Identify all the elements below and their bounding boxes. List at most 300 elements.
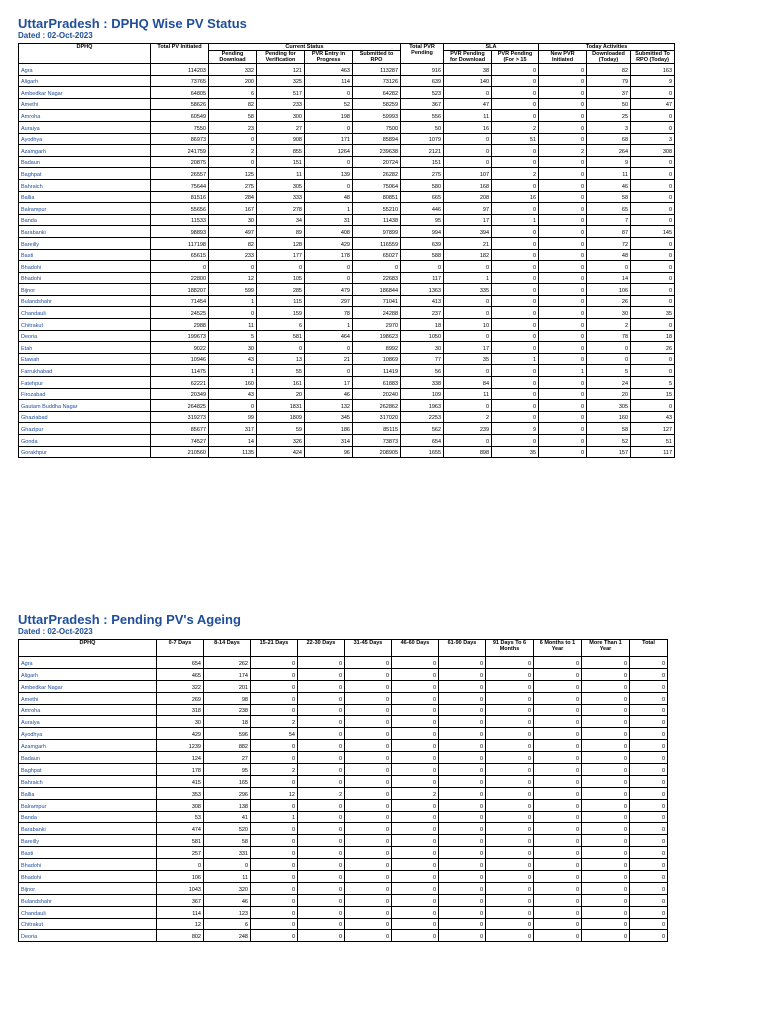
value-cell: 0 (631, 249, 675, 261)
value-cell: 85115 (353, 423, 401, 435)
value-cell: 55 (257, 365, 305, 377)
value-cell: 168 (444, 179, 492, 191)
value-cell: 0 (486, 847, 534, 859)
value-cell: 58626 (151, 98, 209, 110)
value-cell: 237 (401, 307, 444, 319)
value-cell: 0 (392, 799, 439, 811)
value-cell: 79 (587, 75, 631, 87)
value-cell: 11533 (151, 214, 209, 226)
value-cell: 0 (630, 752, 668, 764)
value-cell: 0 (539, 237, 587, 249)
value-cell: 0 (492, 87, 539, 99)
value-cell: 58 (204, 835, 251, 847)
value-cell: 114 (305, 75, 353, 87)
value-cell: 0 (298, 692, 345, 704)
value-cell: 0 (582, 752, 630, 764)
value-cell: 238 (204, 704, 251, 716)
value-cell: 52 (587, 435, 631, 447)
value-cell: 413 (401, 295, 444, 307)
value-cell: 0 (345, 823, 392, 835)
value-cell: 182 (444, 249, 492, 261)
table-row (19, 859, 668, 871)
table-row (19, 75, 675, 87)
dphq-name-cell: Agra (19, 657, 157, 669)
dphq-name-cell: Bijnor (19, 284, 151, 296)
value-cell: 353 (157, 787, 204, 799)
value-cell: 0 (539, 64, 587, 76)
value-cell: 0 (631, 191, 675, 203)
value-cell: 0 (444, 365, 492, 377)
table-row (19, 423, 675, 435)
col-group-current-status: Current Status (209, 44, 401, 51)
value-cell: 1135 (209, 446, 257, 458)
value-cell: 27 (257, 121, 305, 133)
dphq-name-cell: Etawah (19, 353, 151, 365)
value-cell: 0 (486, 680, 534, 692)
dphq-name-cell: Gonda (19, 435, 151, 447)
value-cell: 599 (209, 284, 257, 296)
dphq-name-cell: Bhadohi (19, 272, 151, 284)
value-cell: 233 (257, 98, 305, 110)
table-row (19, 716, 668, 728)
value-cell: 0 (539, 435, 587, 447)
value-cell: 0 (630, 894, 668, 906)
value-cell: 264825 (151, 400, 209, 412)
value-cell: 1050 (401, 330, 444, 342)
value-cell: 0 (492, 64, 539, 76)
value-cell: 0 (492, 307, 539, 319)
value-cell: 86973 (151, 133, 209, 145)
table-row (19, 906, 668, 918)
value-cell: 0 (298, 740, 345, 752)
value-cell: 7550 (151, 121, 209, 133)
value-cell: 10946 (151, 353, 209, 365)
value-cell: 916 (401, 64, 444, 76)
ageing-report-title: UttarPradesh : Pending PV's Ageing (18, 612, 241, 627)
value-cell: 0 (582, 764, 630, 776)
value-cell: 46 (305, 388, 353, 400)
value-cell: 0 (582, 906, 630, 918)
value-cell: 46 (204, 894, 251, 906)
value-cell: 0 (582, 835, 630, 847)
value-cell: 0 (582, 799, 630, 811)
value-cell: 85677 (151, 423, 209, 435)
value-cell: 0 (582, 716, 630, 728)
value-cell: 0 (630, 918, 668, 930)
value-cell: 0 (630, 799, 668, 811)
dphq-name-cell: Baghpat (19, 168, 151, 180)
value-cell: 0 (534, 752, 582, 764)
table-row (19, 894, 668, 906)
value-cell: 0 (439, 740, 486, 752)
value-cell: 0 (492, 377, 539, 389)
value-cell: 58 (587, 191, 631, 203)
dphq-name-cell: Bhadohi (19, 261, 151, 273)
value-cell: 0 (251, 740, 298, 752)
value-cell: 0 (539, 272, 587, 284)
dphq-name-cell: Chandauli (19, 906, 157, 918)
value-cell: 0 (582, 692, 630, 704)
value-cell: 345 (305, 411, 353, 423)
ageing-col-header: More Than 1 Year (582, 640, 630, 657)
table-row (19, 388, 675, 400)
value-cell: 0 (251, 752, 298, 764)
value-cell: 319273 (151, 411, 209, 423)
dphq-name-cell: Ayodhya (19, 728, 157, 740)
table-row (19, 704, 668, 716)
value-cell: 394 (444, 226, 492, 238)
value-cell: 0 (631, 284, 675, 296)
value-cell: 0 (392, 871, 439, 883)
value-cell: 1363 (401, 284, 444, 296)
value-cell: 0 (486, 823, 534, 835)
value-cell: 0 (439, 692, 486, 704)
value-cell: 65 (587, 203, 631, 215)
dphq-name-cell: Barabanki (19, 823, 157, 835)
value-cell: 0 (151, 261, 209, 273)
value-cell: 65615 (151, 249, 209, 261)
value-cell: 160 (209, 377, 257, 389)
value-cell: 22683 (353, 272, 401, 284)
value-cell: 0 (392, 906, 439, 918)
value-cell: 11 (204, 871, 251, 883)
value-cell: 0 (298, 859, 345, 871)
table-row (19, 752, 668, 764)
value-cell: 0 (630, 871, 668, 883)
value-cell: 0 (157, 859, 204, 871)
value-cell: 0 (492, 237, 539, 249)
value-cell: 0 (345, 859, 392, 871)
value-cell: 0 (492, 156, 539, 168)
dphq-name-cell: Gorakhpur (19, 446, 151, 458)
value-cell: 262862 (353, 400, 401, 412)
value-cell: 284 (209, 191, 257, 203)
value-cell: 41 (204, 811, 251, 823)
ageing-col-header: 91 Days To 6 Months (486, 640, 534, 657)
value-cell: 517 (257, 87, 305, 99)
value-cell: 1809 (257, 411, 305, 423)
value-cell: 186 (305, 423, 353, 435)
col-group-sla: SLA (444, 44, 539, 51)
value-cell: 178 (305, 249, 353, 261)
col-pending-verification: Pending for Verification (257, 51, 305, 64)
value-cell: 58 (587, 423, 631, 435)
value-cell: 72 (587, 237, 631, 249)
value-cell: 24 (587, 377, 631, 389)
value-cell: 50 (587, 98, 631, 110)
value-cell: 80851 (353, 191, 401, 203)
value-cell: 151 (257, 156, 305, 168)
dphq-name-cell: Ghazipur (19, 423, 151, 435)
value-cell: 497 (209, 226, 257, 238)
dphq-name-cell: Bareilly (19, 835, 157, 847)
value-cell: 0 (486, 752, 534, 764)
value-cell: 0 (630, 859, 668, 871)
value-cell: 10869 (353, 353, 401, 365)
value-cell: 6 (257, 319, 305, 331)
table-row (19, 156, 675, 168)
value-cell: 55210 (353, 203, 401, 215)
value-cell: 0 (534, 787, 582, 799)
value-cell: 305 (257, 179, 305, 191)
value-cell: 424 (257, 446, 305, 458)
col-total-pv-initiated: Total PV Initiated (151, 44, 209, 64)
value-cell: 31 (305, 214, 353, 226)
value-cell: 201 (204, 680, 251, 692)
value-cell: 322 (157, 680, 204, 692)
col-group-today-activities: Today Activities (539, 44, 675, 51)
value-cell: 0 (492, 295, 539, 307)
value-cell: 56 (401, 365, 444, 377)
value-cell: 0 (392, 823, 439, 835)
dphq-name-cell: Bareilly (19, 237, 151, 249)
col-sla-pending-15: PVR Pending (For > 15 (492, 51, 539, 64)
value-cell: 1 (305, 203, 353, 215)
value-cell: 0 (257, 342, 305, 354)
value-cell: 0 (630, 906, 668, 918)
value-cell: 325 (257, 75, 305, 87)
value-cell: 1 (305, 319, 353, 331)
value-cell: 0 (251, 871, 298, 883)
value-cell: 0 (439, 847, 486, 859)
value-cell: 74527 (151, 435, 209, 447)
value-cell: 0 (492, 330, 539, 342)
value-cell: 43 (209, 388, 257, 400)
value-cell: 0 (392, 728, 439, 740)
value-cell: 0 (492, 400, 539, 412)
value-cell: 0 (539, 400, 587, 412)
value-cell: 0 (539, 353, 587, 365)
value-cell: 0 (298, 871, 345, 883)
value-cell: 0 (492, 435, 539, 447)
value-cell: 20875 (151, 156, 209, 168)
value-cell: 0 (251, 930, 298, 942)
value-cell: 127 (631, 423, 675, 435)
value-cell: 0 (305, 121, 353, 133)
value-cell: 367 (157, 894, 204, 906)
value-cell: 317 (209, 423, 257, 435)
value-cell: 0 (631, 87, 675, 99)
value-cell: 18 (401, 319, 444, 331)
value-cell: 0 (444, 87, 492, 99)
value-cell: 25 (587, 110, 631, 122)
value-cell: 163 (631, 64, 675, 76)
value-cell: 20240 (353, 388, 401, 400)
value-cell: 177 (257, 249, 305, 261)
value-cell: 0 (439, 894, 486, 906)
ageing-col-header: 0-7 Days (157, 640, 204, 657)
value-cell: 285 (257, 284, 305, 296)
dphq-name-cell: Ghaziabad (19, 411, 151, 423)
ageing-col-header: 6 Months to 1 Year (534, 640, 582, 657)
table-row (19, 740, 668, 752)
value-cell: 0 (539, 388, 587, 400)
value-cell: 0 (492, 365, 539, 377)
value-cell: 665 (401, 191, 444, 203)
table-row (19, 87, 675, 99)
value-cell: 82 (209, 237, 257, 249)
value-cell: 994 (401, 226, 444, 238)
value-cell: 2 (492, 121, 539, 133)
value-cell: 1 (209, 365, 257, 377)
value-cell: 0 (492, 249, 539, 261)
value-cell: 239638 (353, 145, 401, 157)
dphq-name-cell: Amethi (19, 98, 151, 110)
value-cell: 0 (444, 307, 492, 319)
value-cell: 0 (251, 799, 298, 811)
value-cell: 53 (157, 811, 204, 823)
value-cell: 2 (251, 764, 298, 776)
value-cell: 0 (587, 353, 631, 365)
value-cell: 165 (204, 775, 251, 787)
value-cell: 0 (345, 882, 392, 894)
value-cell: 0 (392, 704, 439, 716)
value-cell: 0 (392, 894, 439, 906)
value-cell: 0 (539, 446, 587, 458)
dphq-name-cell: Auraiya (19, 121, 151, 133)
col-dphq: DPHQ (19, 44, 151, 64)
value-cell: 0 (444, 295, 492, 307)
value-cell: 0 (539, 423, 587, 435)
value-cell: 0 (444, 145, 492, 157)
value-cell: 0 (251, 680, 298, 692)
dphq-name-cell: Deoria (19, 330, 151, 342)
value-cell: 2 (587, 319, 631, 331)
value-cell: 0 (392, 835, 439, 847)
value-cell: 21 (305, 353, 353, 365)
value-cell: 20349 (151, 388, 209, 400)
value-cell: 0 (582, 668, 630, 680)
value-cell: 0 (486, 716, 534, 728)
value-cell: 109 (401, 388, 444, 400)
value-cell: 27 (204, 752, 251, 764)
value-cell: 2 (539, 145, 587, 157)
table-row (19, 307, 675, 319)
value-cell: 1 (539, 365, 587, 377)
value-cell: 308 (157, 799, 204, 811)
table-row (19, 871, 668, 883)
value-cell: 0 (631, 272, 675, 284)
value-cell: 0 (492, 411, 539, 423)
table-row (19, 295, 675, 307)
table-row (19, 411, 675, 423)
dphq-name-cell: Bijnor (19, 882, 157, 894)
value-cell: 429 (305, 237, 353, 249)
value-cell: 0 (486, 894, 534, 906)
value-cell: 117 (401, 272, 444, 284)
value-cell: 0 (392, 657, 439, 669)
value-cell: 61883 (353, 377, 401, 389)
value-cell: 171 (305, 133, 353, 145)
dphq-name-cell: Ayodhya (19, 133, 151, 145)
value-cell: 429 (157, 728, 204, 740)
value-cell: 0 (534, 918, 582, 930)
value-cell: 0 (392, 680, 439, 692)
dphq-name-cell: Farrukhabad (19, 365, 151, 377)
value-cell: 121 (257, 64, 305, 76)
value-cell: 37 (587, 87, 631, 99)
value-cell: 0 (298, 775, 345, 787)
value-cell: 73126 (353, 75, 401, 87)
value-cell: 7 (587, 214, 631, 226)
table-row (19, 377, 675, 389)
value-cell: 210560 (151, 446, 209, 458)
value-cell: 21 (444, 237, 492, 249)
value-cell: 0 (204, 859, 251, 871)
value-cell: 2 (444, 411, 492, 423)
value-cell: 78 (305, 307, 353, 319)
value-cell: 0 (534, 906, 582, 918)
table-row (19, 203, 675, 215)
value-cell: 82 (587, 64, 631, 76)
table-row (19, 237, 675, 249)
table-row (19, 400, 675, 412)
value-cell: 588 (401, 249, 444, 261)
value-cell: 0 (631, 400, 675, 412)
value-cell: 20 (257, 388, 305, 400)
value-cell: 208 (444, 191, 492, 203)
value-cell: 0 (582, 740, 630, 752)
dphq-name-cell: Firozabad (19, 388, 151, 400)
value-cell: 0 (209, 307, 257, 319)
value-cell: 0 (631, 156, 675, 168)
value-cell: 0 (582, 847, 630, 859)
value-cell: 318 (157, 704, 204, 716)
value-cell: 0 (631, 203, 675, 215)
value-cell: 0 (251, 859, 298, 871)
value-cell: 332 (209, 64, 257, 76)
value-cell: 59 (257, 423, 305, 435)
dphq-name-cell: Bulandshahr (19, 894, 157, 906)
value-cell: 24525 (151, 307, 209, 319)
dphq-name-cell: Chitrakut (19, 918, 157, 930)
value-cell: 479 (305, 284, 353, 296)
value-cell: 0 (539, 295, 587, 307)
value-cell: 0 (392, 668, 439, 680)
value-cell: 0 (486, 787, 534, 799)
value-cell: 408 (305, 226, 353, 238)
value-cell: 0 (631, 214, 675, 226)
value-cell: 1264 (305, 145, 353, 157)
table-row (19, 342, 675, 354)
ageing-col-header: 61-90 Days (439, 640, 486, 657)
value-cell: 0 (587, 342, 631, 354)
value-cell: 6 (209, 87, 257, 99)
value-cell: 107 (444, 168, 492, 180)
table-row (19, 692, 668, 704)
value-cell: 0 (631, 121, 675, 133)
value-cell: 208905 (353, 446, 401, 458)
value-cell: 35 (444, 353, 492, 365)
value-cell: 0 (251, 882, 298, 894)
value-cell: 241759 (151, 145, 209, 157)
value-cell: 0 (444, 435, 492, 447)
value-cell: 1655 (401, 446, 444, 458)
value-cell: 30 (209, 342, 257, 354)
value-cell: 0 (534, 764, 582, 776)
dphq-name-cell: Amroha (19, 704, 157, 716)
value-cell: 0 (486, 740, 534, 752)
value-cell: 167 (209, 203, 257, 215)
value-cell: 0 (630, 740, 668, 752)
value-cell: 0 (539, 179, 587, 191)
value-cell: 145 (631, 226, 675, 238)
status-report-date: Dated : 02-Oct-2023 (18, 31, 93, 40)
value-cell: 62221 (151, 377, 209, 389)
value-cell: 0 (298, 823, 345, 835)
value-cell: 117 (631, 446, 675, 458)
value-cell: 0 (298, 704, 345, 716)
